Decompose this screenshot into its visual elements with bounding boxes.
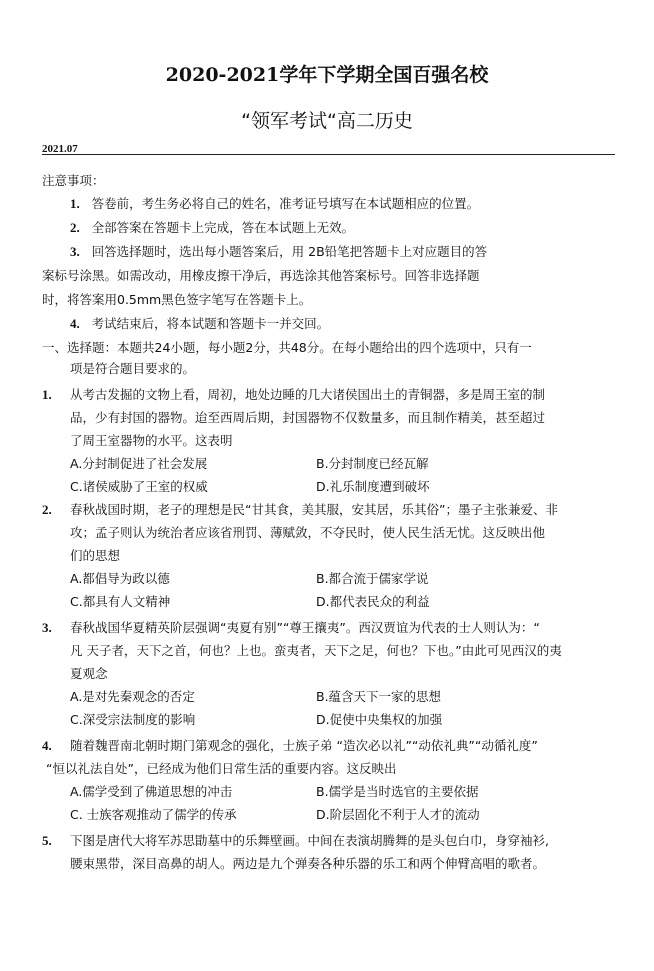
notice-item-4 [70, 316, 329, 332]
option-b: B.蕴含天下一家的思想 [316, 689, 442, 704]
option-b: B.分封制度已经瓦解 [316, 456, 429, 471]
option-c: C.诸侯威胁了王室的权威 [70, 479, 208, 494]
exam-title: 2020-2021学年下学期全国百强名校 [165, 64, 489, 86]
question-line: 凡 天子者，天下之首，何也？上也。蛮夷者，天下之足，何也？下也。”由此可见西汉的夷 [70, 643, 562, 658]
notice-item-3 [70, 244, 487, 260]
notice-number: 1. [70, 196, 80, 211]
option-c: C.都具有人文精神 [70, 594, 171, 609]
option-b: B.儒学是当时选官的主要依据 [316, 784, 479, 799]
notice-number: 4. [70, 316, 80, 331]
question-line: 随着魏晋南北朝时期门第观念的强化，士族子弟 “造次必以礼”“动依礼典”“动循礼度” [70, 738, 538, 753]
question-number: 2. [42, 502, 52, 517]
notice-item-2 [70, 220, 354, 236]
question-line: 下图是唐代大将军苏思勖墓中的乐舞壁画。中间在表演胡腾舞的是头包白巾，身穿袖衫, [70, 833, 549, 848]
question-number: 5. [42, 833, 52, 848]
question-line: 品，少有封国的器物。迨至西周后期，封国器物不仅数量多，而且制作精美，甚至超过 [70, 410, 546, 425]
option-b: B.都合流于儒家学说 [316, 571, 429, 586]
question-line: “恒以礼法自处”，已经成为他们日常生活的重要内容。这反映出 [46, 761, 397, 776]
exam-date: 2021.07 [42, 143, 78, 155]
question-line: 腰束黑带，深目高鼻的胡人。两边是九个弹奏各种乐器的乐工和两个伸臂高唱的歌者。 [70, 856, 546, 871]
question-line: 攻；孟子则认为统治者应该省刑罚、薄赋敛，不夺民时，使人民生活无忧。这反映出他 [70, 525, 546, 540]
notice-item-1 [70, 196, 479, 212]
exam-subtitle: “领军考试“高二历史 [241, 110, 413, 132]
notice-heading: 注意事项： [42, 173, 105, 188]
option-a: A.儒学受到了佛道思想的冲击 [70, 784, 233, 799]
question-line: 春秋战国华夏精英阶层强调“夷夏有别”“尊王攘夷”。西汉贾谊为代表的士人则认为：“ [70, 620, 540, 635]
option-d: D.促使中央集权的加强 [316, 712, 443, 727]
notice-text: 回答选择题时，选出每小题答案后，用 2B铅笔把答题卡上对应题目的答 [91, 244, 488, 259]
notice-text: 考试结束后，将本试题和答题卡一并交回。 [91, 316, 330, 331]
option-d: D.阶层固化不利于人才的流动 [316, 807, 480, 822]
option-a: A.是对先秦观念的否定 [70, 689, 195, 704]
question-line: 夏观念 [70, 666, 108, 681]
section-heading: 一、选择题：本题共24小题，每小题2分，共48分。在每小题给出的四个选项中，只有一 [42, 340, 532, 355]
question-line: 了周王室器物的水平。这表明 [70, 433, 233, 448]
option-c: C. 士族客观推动了儒学的传承 [70, 807, 237, 822]
header-divider [42, 154, 615, 155]
option-a: A.分封制促进了社会发展 [70, 456, 208, 471]
question-number: 4. [42, 738, 52, 753]
option-c: C.深受宗法制度的影响 [70, 712, 196, 727]
notice-item-3-cont2: 时，将答案用0.5mm黑色签字笔写在答题卡上。 [42, 292, 312, 307]
question-line: 春秋战国时期，老子的理想是民“甘其食，美其服，安其居，乐其俗”；墨子主张兼爱、非 [70, 502, 558, 517]
question-line: 们的思想 [70, 548, 121, 563]
question-line: 从考古发掘的文物上看，周初，地处边睡的几大诸侯国出土的青铜器，多是周王室的制 [70, 387, 546, 402]
notice-number: 3. [70, 244, 80, 259]
notice-text: 答卷前，考生务必将自己的姓名，准考证号填写在本试题相应的位置。 [91, 196, 480, 211]
question-number: 1. [42, 387, 52, 402]
section-heading-cont: 项是符合题目要求的。 [70, 361, 196, 376]
question-number: 3. [42, 620, 52, 635]
option-a: A.都倡导为政以德 [70, 571, 170, 586]
notice-text: 全部答案在答题卡上完成，答在本试题上无效。 [91, 220, 355, 235]
notice-number: 2. [70, 220, 80, 235]
option-d: D.礼乐制度遭到破坏 [316, 479, 430, 494]
option-d: D.都代表民众的利益 [316, 594, 430, 609]
notice-item-3-cont: 案标号涂黑。如需改动，用橡皮擦干净后，再选涂其他答案标号。回答非选择题 [42, 268, 480, 283]
